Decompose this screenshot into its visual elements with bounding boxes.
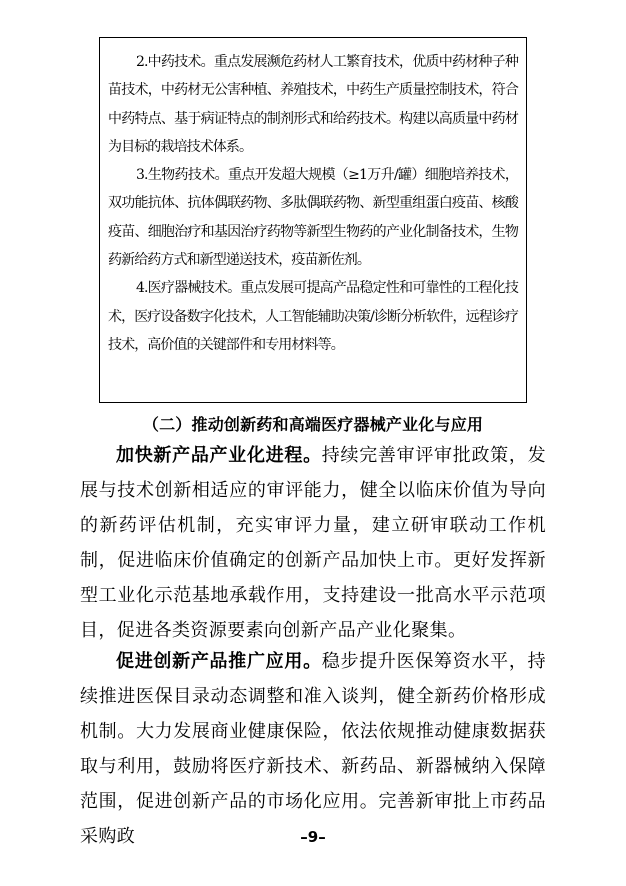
- paragraph-lead-industrialization: 加快新产品产业化进程。: [116, 445, 322, 466]
- paragraph-lead-promotion: 促进创新产品推广应用。: [116, 651, 322, 672]
- body-paragraph-promotion: [80, 645, 546, 854]
- paragraph-text-industrialization: 持续完善审评审批政策，发展与技术创新相适应的审评能力，健全以临床价值为导向的新药评估机制，充实审评力量，建立研审联动工作机制，促进临床价值确定的创新产品加快上市。更好发挥新型工业化示范基地承载作用，支持建设一批高水平示范项目，促进各类资源要素向创新产品产业化聚集。: [80, 445, 546, 641]
- box-paragraph-tcm-technology: 2.中药技术。重点发展濒危药材人工繁育技术，优质中药材种子种苗技术，中药材无公害种植、养殖技术，中药生产质量控制技术，符合中药特点、基于病证特点的制剂形式和给药技术。构建以高质量中药材为目标的栽培技术体系。: [108, 54, 518, 155]
- paragraph-text-promotion: 稳步提升医保筹资水平，持续推进医保目录动态调整和准入谈判，健全新药价格形成机制。大力发展商业健康保险，依法依规推动健康数据获取与利用，鼓励将医疗新技术、新药品、新器械纳入保障范围，促进创新产品的市场化应用。完善新审批上市药品采购政: [80, 651, 546, 847]
- box-paragraph-medical-device-technology: 4.医疗器械技术。重点发展可提高产品稳定性和可靠性的工程化技术，医疗设备数字化技术，人工智能辅助决策/诊断分析软件，远程诊疗技术，高价值的关键部件和专用材料等。: [108, 280, 518, 353]
- section-heading: （二）推动创新药和高端医疗器械产业化与应用: [142, 415, 484, 434]
- body-paragraph-industrialization: [80, 439, 546, 648]
- box-paragraph-biopharma-technology: 3.生物药技术。重点开发超大规模（≥1万升/罐）细胞培养技术，双功能抗体、抗体偶联药物、多肽偶联药物、新型重组蛋白疫苗、核酸疫苗、细胞治疗和基因治疗药物等新型生物药的产业化制备技术，生物药新给药方式和新型递送技术，疫苗新佐剂。: [108, 167, 518, 269]
- technology-text-box: [99, 37, 527, 403]
- page-number: –9–: [300, 828, 326, 846]
